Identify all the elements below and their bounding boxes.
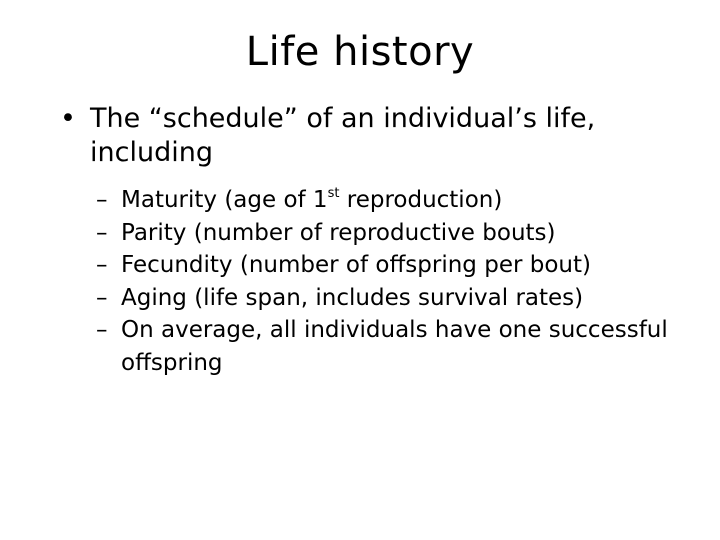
main-bullet-text: The “schedule” of an individual’s life, including	[90, 103, 596, 168]
sub-bullet-average	[96, 314, 696, 379]
sub-bullet-maturity	[96, 184, 696, 217]
ordinal-suffix: st	[327, 186, 340, 201]
sub-bullet-aging	[96, 282, 696, 315]
maturity-text-before: Maturity (age of 1	[121, 187, 328, 213]
dash-mark: –	[96, 284, 108, 311]
sub-bullet-parity	[96, 217, 696, 250]
average-text: On average, all individuals have one successful offspring	[121, 317, 668, 376]
bullet-mark: •	[60, 103, 76, 134]
dash-mark: –	[96, 252, 108, 278]
dash-mark: –	[96, 219, 108, 246]
dash-mark: –	[96, 187, 108, 213]
slide-title: Life history	[245, 29, 475, 75]
sub-bullet-fecundity	[96, 249, 696, 282]
fecundity-text: Fecundity (number of offspring per bout)	[121, 252, 591, 278]
main-bullet	[60, 102, 680, 170]
maturity-text-after: reproduction)	[339, 187, 503, 213]
aging-text: Aging (life span, includes survival rates)	[121, 284, 584, 311]
sub-bullet-list	[96, 184, 696, 379]
parity-text: Parity (number of reproductive bouts)	[121, 219, 556, 246]
dash-mark: –	[96, 317, 108, 343]
